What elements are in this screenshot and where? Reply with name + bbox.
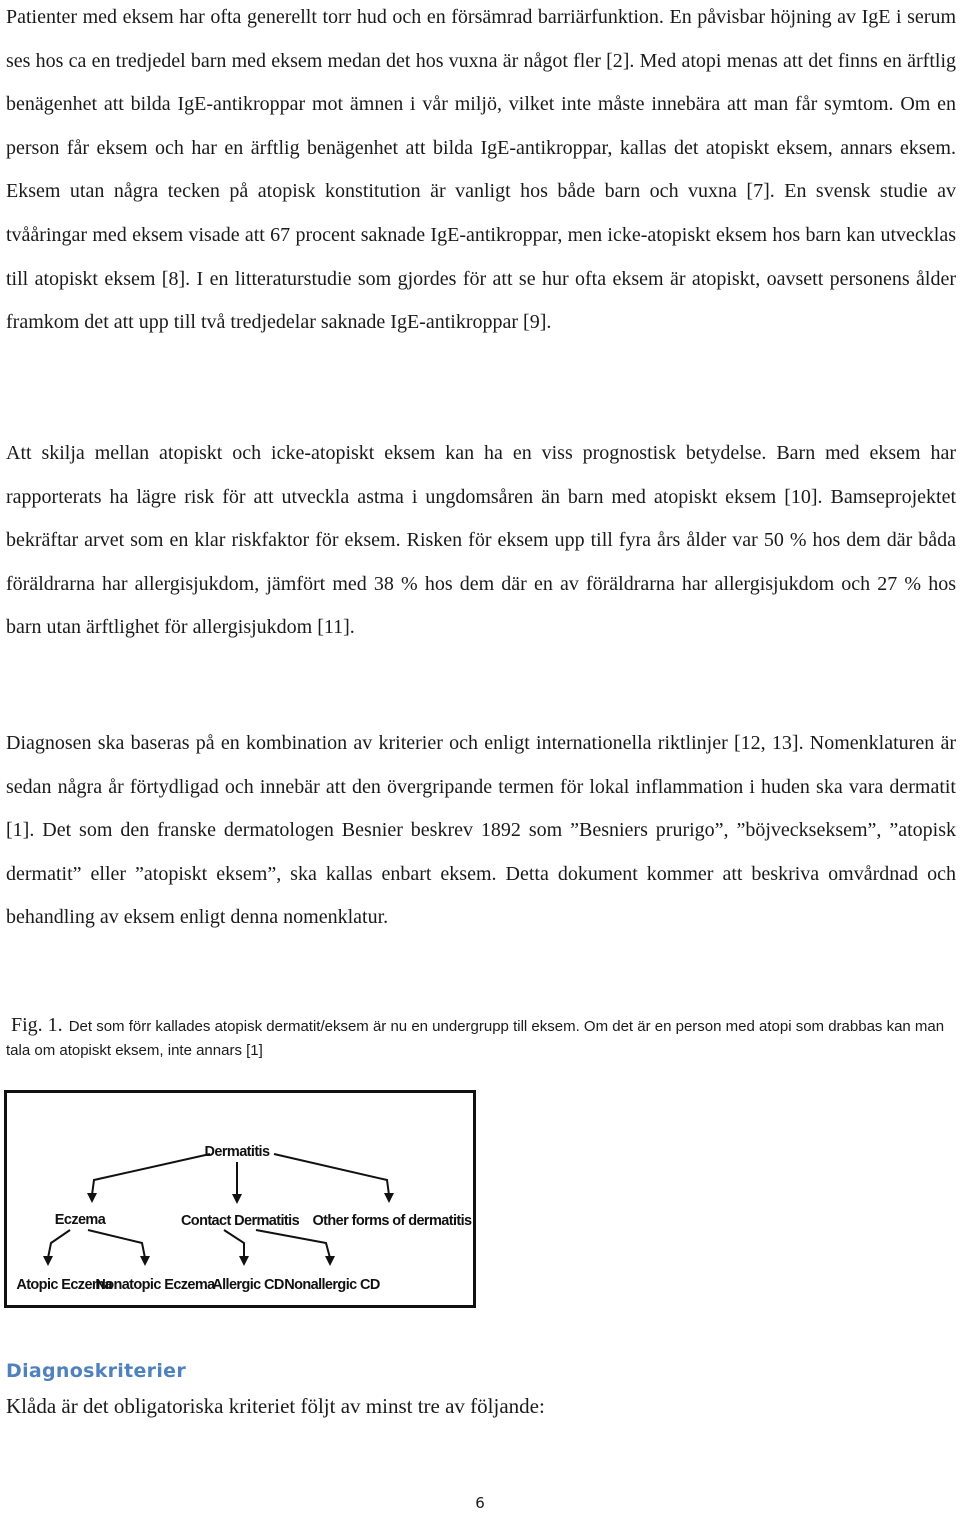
diagram-frame	[6, 1092, 475, 1307]
node-eczema: Eczema	[54, 1212, 106, 1228]
paragraph-1: Patienter med eksem har ofta generellt torr hud och en försämrad barriärfunktion. En påvisbar höjning av IgE i serum ses hos ca en tredjedel barn med eksem medan det hos vuxna är något fler [2]. Med atopi menas att det finns en ärftlig benägenhet att bilda IgE-antikroppar mot ämnen i vår miljö, vilket inte måste innebära att man får symtom. Om en person får eksem och har en ärftlig benägenhet att bilda IgE-antikroppar, kallas det atopiskt eksem, annars eksem. Eksem utan några tecken på atopisk konstitution är vanligt hos både barn och vuxna [7]. En svensk studie av tvååringar med eksem visade att 67 procent saknade IgE-antikroppar, men icke-atopiskt eksem hos barn kan utvecklas till atopiskt eksem [8]. I en litteraturstudie som gjordes för att se hur ofta eksem är atopiskt, oavsett personens ålder framkom det att upp till två tredjedelar saknade IgE-antikroppar [9].	[6, 6, 956, 334]
paragraph-2: Att skilja mellan atopiskt och icke-atopiskt eksem kan ha en viss prognostisk betydelse. Barn med eksem har rapporterats ha lägre risk för att utveckla astma i ungdomsåren än barn med atopiskt eksem [10]. Bamseprojektet bekräftar arvet som en klar riskfaktor för eksem. Risken för eksem upp till fyra års ålder var 50 % hos dem där båda föräldrarna har allergisjukdom, jämfört med 38 % hos dem där en av föräldrarna har allergisjukdom och 27 % hos barn utan ärftlighet för allergisjukdom [11].	[6, 442, 956, 639]
node-atopic-eczema: Atopic Eczema	[16, 1277, 112, 1293]
diagram-svg	[4, 1090, 476, 1308]
node-other-forms: Other forms of dermatitis	[312, 1213, 472, 1229]
node-contact-dermatitis: Contact Dermatitis	[180, 1213, 300, 1229]
figure-caption	[6, 1013, 956, 1063]
section-intro: Klåda är det obligatoriska kriteriet följt av minst tre av följande:	[6, 1394, 545, 1418]
dermatitis-classification-diagram	[4, 1090, 476, 1308]
paragraph-3: Diagnosen ska baseras på en kombination av kriterier och enligt internationella riktlinjer [12, 13]. Nomenklaturen är sedan några år förtydligad och innebär att den övergripande termen för lokal inflammation i huden ska vara dermatit [1]. Det som den franske dermatologen Besnier beskrev 1892 som ”Besniers prurigo”, ”böjveckseksem”, ”atopisk dermatit” eller ”atopiskt eksem”, ska kallas enbart eksem. Detta dokument kommer att beskriva omvårdnad och behandling av eksem enligt denna nomenklatur.	[6, 732, 956, 929]
node-dermatitis: Dermatitis	[204, 1144, 270, 1160]
node-allergic-cd: Allergic CD	[212, 1277, 284, 1293]
node-nonallergic-cd: Nonallergic CD	[284, 1277, 380, 1293]
page-number: 6	[475, 1494, 485, 1512]
node-nonatopic-eczema: Nonatopic Eczema	[95, 1277, 215, 1293]
section-heading: Diagnoskriterier	[6, 1360, 187, 1382]
figure-number: Fig. 1.	[11, 1014, 63, 1036]
figure-caption-text: Det som förr kallades atopisk dermatit/eksem är nu en undergrupp till eksem. Om det är en person med atopi som drabbas kan man tala om atopiskt eksem, inte annars [1]	[6, 1018, 945, 1059]
